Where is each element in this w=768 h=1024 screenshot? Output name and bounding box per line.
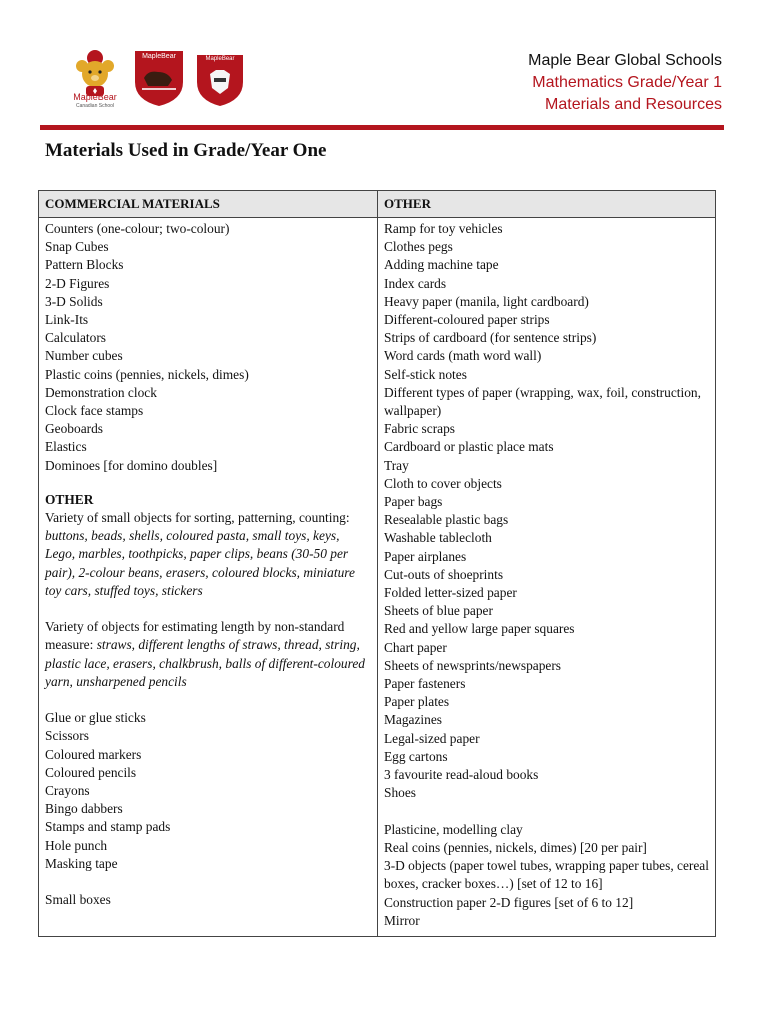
list-item: Index cards	[384, 275, 447, 291]
list-item: 2-D Figures	[45, 275, 110, 291]
list-item: Adding machine tape	[384, 257, 499, 273]
list-item: Coloured markers	[45, 746, 142, 762]
list-item: Scissors	[45, 728, 89, 744]
list-item: Plastic coins (pennies, nickels, dimes)	[45, 366, 249, 382]
list-item: Hole punch	[45, 837, 108, 853]
list-item: Magazines	[384, 712, 443, 728]
document-header	[528, 50, 722, 116]
sorting-lead: Variety of small objects for sorting, patterning, counting:	[45, 510, 350, 526]
list-item: Coloured pencils	[45, 764, 137, 780]
list-item: Bingo dabbers	[45, 801, 123, 817]
shield1-logo-name: MapleBear	[142, 53, 176, 60]
sorting-items: buttons, beads, shells, coloured pasta, small toys, keys, Lego, marbles, toothpicks, paper clips, beans (30-50 per pair), 2-colour beans, erasers, coloured blocks, miniature toy cars, stuffed toys, stickers	[45, 528, 355, 598]
list-item: Heavy paper (manila, light cardboard)	[384, 293, 589, 309]
list-item: Glue or glue sticks	[45, 710, 146, 726]
list-item: Stamps and stamp pads	[45, 819, 171, 835]
list-item: Red and yellow large paper squares	[384, 621, 575, 637]
shield2-logo-name: MapleBear	[205, 56, 235, 62]
list-item: Chart paper	[384, 639, 447, 655]
list-item: Paper airplanes	[384, 548, 467, 564]
list-item: 3-D objects (paper towel tubes, wrapping paper tubes, cereal boxes, cracker boxes…) [set of 12 to 16]	[384, 858, 709, 892]
list-item: Cut-outs of shoeprints	[384, 566, 504, 582]
list-item: Paper bags	[384, 494, 443, 510]
list-item: Resealable plastic bags	[384, 512, 509, 528]
list-item: Snap Cubes	[45, 239, 109, 255]
organization-name: Maple Bear Global Schools	[528, 52, 722, 69]
list-item: Word cards (math word wall)	[384, 348, 542, 364]
table-row	[39, 218, 716, 937]
list-item: Folded letter-sized paper	[384, 585, 517, 601]
table-header-row	[39, 191, 716, 218]
list-item: Calculators	[45, 330, 106, 346]
list-item: Fabric scraps	[384, 421, 456, 437]
list-item: Different types of paper (wrapping, wax, foil, construction, wallpaper)	[384, 384, 701, 419]
list-item: Different-coloured paper strips	[384, 312, 550, 328]
list-item: Demonstration clock	[45, 384, 157, 400]
list-item: Paper plates	[384, 694, 450, 710]
other-materials-cell	[378, 218, 716, 937]
section-title: Materials and Resources	[545, 96, 722, 113]
list-item: Clothes pegs	[384, 239, 453, 255]
list-item: Tray	[384, 457, 409, 473]
list-item: 3 favourite read-aloud books	[384, 767, 539, 783]
sorting-objects-paragraph	[45, 509, 371, 600]
list-item: Washable tablecloth	[384, 530, 492, 546]
list-item: Masking tape	[45, 855, 118, 871]
other-subheading: OTHER	[45, 491, 94, 507]
list-item: Egg cartons	[384, 748, 448, 764]
length-lead: Variety of objects for estimating length by non-standard measure:	[45, 619, 345, 653]
other-header: OTHER	[378, 191, 716, 218]
list-item: Number cubes	[45, 348, 123, 364]
list-item: Small boxes	[45, 892, 111, 908]
list-item: Plasticine, modelling clay	[384, 821, 523, 837]
list-item: Legal-sized paper	[384, 730, 480, 746]
spacer	[45, 691, 371, 709]
list-item: Paper fasteners	[384, 676, 466, 692]
list-item: Counters (one-colour; two-colour)	[45, 221, 230, 236]
subject-title: Mathematics Grade/Year 1	[532, 74, 722, 91]
header-rule	[40, 125, 724, 130]
spacer	[45, 600, 371, 618]
spacer	[384, 803, 709, 821]
list-item: Cloth to cover objects	[384, 475, 502, 491]
logo-group	[64, 44, 254, 112]
list-item: Shoes	[384, 785, 416, 801]
list-item: Construction paper 2-D figures [set of 6 to 12]	[384, 894, 634, 910]
list-item: Crayons	[45, 783, 90, 799]
bear-logo-sub: Canadian School	[75, 103, 115, 109]
commercial-materials-cell	[39, 218, 378, 937]
list-item: 3-D Solids	[45, 293, 103, 309]
list-item: Strips of cardboard (for sentence strips)	[384, 330, 597, 346]
list-item: Real coins (pennies, nickels, dimes) [20 per pair]	[384, 839, 647, 855]
commercial-materials-header: COMMERCIAL MATERIALS	[39, 191, 378, 218]
materials-table	[38, 190, 716, 937]
list-item: Geoboards	[45, 421, 104, 437]
list-item: Dominoes [for domino doubles]	[45, 457, 218, 473]
bear-logo-name: MapleBear	[73, 92, 117, 102]
length-objects-paragraph	[45, 618, 371, 691]
list-item: Link-Its	[45, 312, 89, 328]
page-title: Materials Used in Grade/Year One	[45, 140, 327, 161]
length-items: straws, different lengths of straws, thread, string, plastic lace, erasers, chalkbrush, balls of different-coloured yarn, unsharpened pencils	[45, 637, 365, 689]
list-item: Pattern Blocks	[45, 257, 124, 273]
list-item: Clock face stamps	[45, 403, 144, 419]
list-item: Mirror	[384, 912, 420, 928]
spacer	[45, 873, 371, 891]
list-item: Elastics	[45, 439, 87, 455]
list-item: Sheets of newsprints/newspapers	[384, 657, 562, 673]
list-item: Self-stick notes	[384, 366, 467, 382]
list-item: Cardboard or plastic place mats	[384, 439, 554, 455]
list-item: Ramp for toy vehicles	[384, 221, 503, 236]
list-item: Sheets of blue paper	[384, 603, 493, 619]
